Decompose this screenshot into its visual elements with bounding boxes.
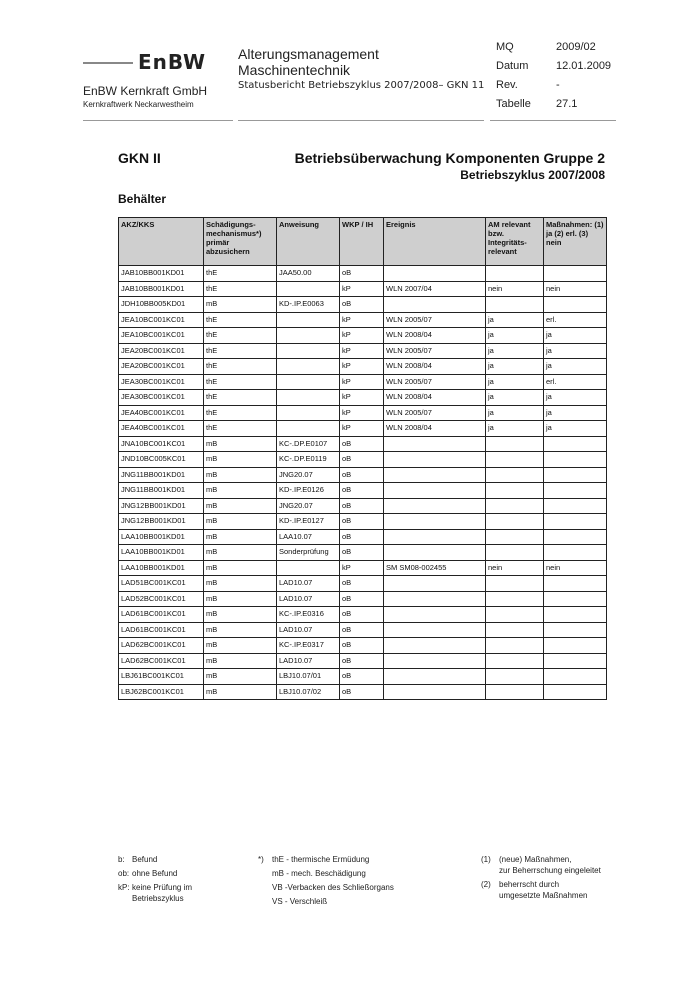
table-cell	[277, 312, 340, 328]
table-cell: JEA40BC001KC01	[119, 405, 204, 421]
header-divider	[490, 120, 616, 121]
table-cell: JEA20BC001KC01	[119, 343, 204, 359]
table-cell	[277, 359, 340, 375]
legend-text: thE - thermische Ermüdung	[272, 855, 370, 864]
table-cell: mB	[204, 498, 277, 514]
table-cell: kP	[340, 343, 384, 359]
table-cell	[544, 607, 607, 623]
table-cell	[544, 638, 607, 654]
table-row	[119, 405, 607, 421]
table-cell	[384, 607, 486, 623]
table-cell: ja	[544, 359, 607, 375]
legend-status	[118, 854, 192, 907]
table-cell	[384, 638, 486, 654]
table-cell	[544, 436, 607, 452]
table-cell: KC-.DP.E0107	[277, 436, 340, 452]
table-cell: JNG11BB001KD01	[119, 483, 204, 499]
table-cell: KD-.IP.E0063	[277, 297, 340, 313]
table-cell: oB	[340, 467, 384, 483]
table-cell	[544, 297, 607, 313]
table-cell: ja	[544, 421, 607, 437]
table-cell: oB	[340, 591, 384, 607]
table-row	[119, 297, 607, 313]
table-cell: nein	[544, 281, 607, 297]
table-cell: KC-.DP.E0119	[277, 452, 340, 468]
table-cell: oB	[340, 266, 384, 282]
table-row	[119, 359, 607, 375]
table-cell	[544, 452, 607, 468]
table-cell	[486, 266, 544, 282]
table-cell: ja	[486, 405, 544, 421]
legend-key: kP:	[118, 883, 130, 892]
table-cell: kP	[340, 359, 384, 375]
legend-item	[481, 879, 601, 901]
table-cell: oB	[340, 297, 384, 313]
table-cell: mB	[204, 622, 277, 638]
table-cell: oB	[340, 684, 384, 700]
meta-row-tabelle: Tabelle 27.1	[496, 98, 578, 110]
table-cell	[384, 684, 486, 700]
table-cell: LAD10.07	[277, 591, 340, 607]
table-cell: SM SM08-002455	[384, 560, 486, 576]
table-cell: mB	[204, 436, 277, 452]
table-cell: oB	[340, 653, 384, 669]
table-cell: WLN 2008/04	[384, 359, 486, 375]
legend-text: mB - mech. Beschädigung	[272, 869, 366, 878]
table-cell	[384, 529, 486, 545]
doc-title-line2: Maschinentechnik	[238, 62, 351, 78]
table-cell: LAD10.07	[277, 622, 340, 638]
table-cell: thE	[204, 374, 277, 390]
table-cell	[384, 436, 486, 452]
table-cell	[277, 405, 340, 421]
table-cell	[277, 390, 340, 406]
legend-key: (1)	[481, 855, 491, 864]
table-cell: JEA10BC001KC01	[119, 312, 204, 328]
table-cell: kP	[340, 421, 384, 437]
plant-name: Kernkraftwerk Neckarwestheim	[83, 100, 194, 109]
table-cell: mB	[204, 297, 277, 313]
table-cell	[486, 467, 544, 483]
table-cell	[384, 545, 486, 561]
table-cell: mB	[204, 514, 277, 530]
table-cell	[277, 281, 340, 297]
table-cell	[544, 653, 607, 669]
table-cell	[384, 514, 486, 530]
table-cell	[544, 514, 607, 530]
table-cell	[486, 529, 544, 545]
table-cell: WLN 2007/04	[384, 281, 486, 297]
table-cell	[384, 467, 486, 483]
table-cell: WLN 2005/07	[384, 343, 486, 359]
table-cell: erl.	[544, 312, 607, 328]
legend-text: VB -Verbacken des Schließorgans	[272, 883, 394, 892]
legend-item	[258, 896, 394, 907]
table-cell: WLN 2008/04	[384, 421, 486, 437]
table-cell	[486, 452, 544, 468]
table-cell: nein	[486, 281, 544, 297]
table-cell: JNG12BB001KD01	[119, 498, 204, 514]
table-cell	[384, 653, 486, 669]
table-cell: oB	[340, 545, 384, 561]
table-row	[119, 591, 607, 607]
header-event: Ereignis	[384, 218, 486, 266]
table-cell: mB	[204, 452, 277, 468]
table-cell: LBJ10.07/02	[277, 684, 340, 700]
table-row	[119, 281, 607, 297]
table-cell: WLN 2008/04	[384, 390, 486, 406]
legend-text: ohne Befund	[132, 869, 178, 878]
table-cell	[544, 622, 607, 638]
table-cell: kP	[340, 328, 384, 344]
table-cell: JEA10BC001KC01	[119, 328, 204, 344]
group-heading: Behälter	[118, 192, 167, 206]
table-cell: oB	[340, 622, 384, 638]
table-cell: nein	[544, 560, 607, 576]
table-row	[119, 452, 607, 468]
table-cell	[486, 297, 544, 313]
table-cell: JNG20.07	[277, 467, 340, 483]
header-divider	[83, 120, 233, 121]
table-cell: kP	[340, 405, 384, 421]
table-cell: oB	[340, 529, 384, 545]
table-cell	[544, 591, 607, 607]
table-cell	[384, 297, 486, 313]
table-cell: oB	[340, 514, 384, 530]
table-cell: oB	[340, 576, 384, 592]
table-cell	[277, 343, 340, 359]
table-cell	[277, 374, 340, 390]
legend-key: (2)	[481, 880, 491, 889]
table-cell: mB	[204, 529, 277, 545]
header-instruction: Anweisung	[277, 218, 340, 266]
table-cell	[486, 483, 544, 499]
legend-key: ob:	[118, 869, 130, 878]
table-cell: JEA20BC001KC01	[119, 359, 204, 375]
meta-row-mq: MQ 2009/02	[496, 41, 596, 53]
table-cell: JEA30BC001KC01	[119, 374, 204, 390]
table-cell: JAA50.00	[277, 266, 340, 282]
table-cell: kP	[340, 560, 384, 576]
table-cell: JNG12BB001KD01	[119, 514, 204, 530]
table-cell	[486, 653, 544, 669]
legend-item	[258, 854, 394, 865]
table-cell: mB	[204, 483, 277, 499]
header-divider	[238, 120, 484, 121]
table-cell	[486, 622, 544, 638]
table-row	[119, 374, 607, 390]
table-cell	[384, 483, 486, 499]
header-measures: Maßnahmen: (1) ja (2) erl. (3) nein	[544, 218, 607, 266]
table-cell: ja	[486, 421, 544, 437]
legend-item	[258, 868, 394, 879]
components-table	[118, 217, 607, 700]
table-cell	[384, 591, 486, 607]
table-row	[119, 669, 607, 685]
table-row	[119, 576, 607, 592]
table-cell: thE	[204, 328, 277, 344]
table-cell: mB	[204, 467, 277, 483]
meta-row-datum: Datum 12.01.2009	[496, 60, 612, 72]
legend-item	[118, 854, 192, 865]
table-cell	[486, 638, 544, 654]
table-cell: JDH10BB005KD01	[119, 297, 204, 313]
table-cell: LAD51BC001KC01	[119, 576, 204, 592]
table-row	[119, 436, 607, 452]
table-row	[119, 545, 607, 561]
table-cell: ja	[544, 390, 607, 406]
table-cell: oB	[340, 452, 384, 468]
section-cycle: Betriebszyklus 2007/2008	[460, 168, 605, 182]
table-cell: kP	[340, 312, 384, 328]
table-cell: mB	[204, 607, 277, 623]
section-title: Betriebsüberwachung Komponenten Gruppe 2	[294, 150, 605, 166]
table-cell: JND10BC005KC01	[119, 452, 204, 468]
table-cell: mB	[204, 545, 277, 561]
table-row	[119, 343, 607, 359]
table-cell: WLN 2005/07	[384, 405, 486, 421]
table-cell: JEA30BC001KC01	[119, 390, 204, 406]
legend-text: (neue) Maßnahmen, zur Beherrschung eingeleitet	[499, 855, 601, 875]
table-cell: ja	[486, 312, 544, 328]
table-cell	[544, 529, 607, 545]
table-cell: mB	[204, 638, 277, 654]
table-row	[119, 467, 607, 483]
table-cell: oB	[340, 669, 384, 685]
unit-label: GKN II	[118, 150, 161, 166]
legend-measures	[481, 854, 601, 904]
table-cell: mB	[204, 653, 277, 669]
table-cell: LAA10.07	[277, 529, 340, 545]
table-cell: WLN 2005/07	[384, 312, 486, 328]
table-cell: ja	[486, 328, 544, 344]
table-cell: oB	[340, 436, 384, 452]
table-cell: kP	[340, 390, 384, 406]
table-cell	[384, 669, 486, 685]
table-cell: LAD62BC001KC01	[119, 638, 204, 654]
table-cell: LAA10BB001KD01	[119, 545, 204, 561]
table-cell: mB	[204, 560, 277, 576]
table-cell	[486, 514, 544, 530]
table-cell	[277, 560, 340, 576]
table-row	[119, 684, 607, 700]
table-cell: oB	[340, 638, 384, 654]
table-cell: nein	[486, 560, 544, 576]
table-row	[119, 328, 607, 344]
legend-item	[481, 854, 601, 876]
table-cell: mB	[204, 669, 277, 685]
legend-item	[118, 882, 192, 904]
table-cell: ja	[486, 390, 544, 406]
table-cell: WLN 2008/04	[384, 328, 486, 344]
table-header-row	[119, 218, 607, 266]
table-cell: mB	[204, 591, 277, 607]
table-row	[119, 638, 607, 654]
legend-item	[118, 868, 192, 879]
table-cell: kP	[340, 374, 384, 390]
table-cell: ja	[486, 359, 544, 375]
table-cell: thE	[204, 359, 277, 375]
table-cell	[544, 545, 607, 561]
table-cell: LBJ10.07/01	[277, 669, 340, 685]
table-cell: LAD61BC001KC01	[119, 607, 204, 623]
table-cell: kP	[340, 281, 384, 297]
table-cell: oB	[340, 483, 384, 499]
table-row	[119, 622, 607, 638]
table-cell: LAA10BB001KD01	[119, 560, 204, 576]
legend-key: *)	[258, 855, 264, 864]
header-akz: AKZ/KKS	[119, 218, 204, 266]
table-cell	[544, 669, 607, 685]
table-cell: thE	[204, 390, 277, 406]
meta-row-rev: Rev. -	[496, 79, 560, 91]
table-row	[119, 607, 607, 623]
table-cell: thE	[204, 343, 277, 359]
legend-mechanisms	[258, 854, 394, 910]
table-cell	[544, 498, 607, 514]
table-cell: JEA40BC001KC01	[119, 421, 204, 437]
table-cell: thE	[204, 421, 277, 437]
table-cell	[384, 622, 486, 638]
table-cell: LAD62BC001KC01	[119, 653, 204, 669]
table-cell	[277, 421, 340, 437]
header-mechanism: Schädigungs-mechanismus*) primär abzusichern	[204, 218, 277, 266]
table-cell	[384, 498, 486, 514]
table-row	[119, 312, 607, 328]
table-cell: mB	[204, 684, 277, 700]
table-cell: WLN 2005/07	[384, 374, 486, 390]
table-cell: JAB10BB001KD01	[119, 266, 204, 282]
table-cell	[384, 576, 486, 592]
table-cell	[486, 669, 544, 685]
table-cell	[544, 684, 607, 700]
table-cell: KD-.IP.E0126	[277, 483, 340, 499]
table-row	[119, 498, 607, 514]
table-row	[119, 421, 607, 437]
table-cell	[544, 576, 607, 592]
logo-line	[83, 62, 133, 64]
legend-item	[258, 882, 394, 893]
table-cell: LAD10.07	[277, 653, 340, 669]
table-row	[119, 483, 607, 499]
table-cell	[486, 607, 544, 623]
table-cell: KC-.IP.E0317	[277, 638, 340, 654]
table-cell: KC-.IP.E0316	[277, 607, 340, 623]
table-cell: JNG20.07	[277, 498, 340, 514]
table-cell	[486, 545, 544, 561]
table-row	[119, 266, 607, 282]
legend-text: Befund	[132, 855, 158, 864]
legend-text: beherrscht durch umgesetzte Maßnahmen	[499, 880, 588, 900]
table-cell: JNA10BC001KC01	[119, 436, 204, 452]
header-am-relevant: AM relevant bzw. Integritäts-relevant	[486, 218, 544, 266]
table-row	[119, 529, 607, 545]
table-cell	[384, 452, 486, 468]
table-cell: mB	[204, 576, 277, 592]
doc-title-line1: Alterungsmanagement	[238, 46, 379, 62]
header-wkp: WKP / IH	[340, 218, 384, 266]
table-cell	[486, 684, 544, 700]
table-cell: ja	[544, 328, 607, 344]
table-row	[119, 514, 607, 530]
table-cell: LAD52BC001KC01	[119, 591, 204, 607]
legend-text: VS - Verschleiß	[272, 897, 328, 906]
table-row	[119, 653, 607, 669]
table-cell	[544, 467, 607, 483]
table-cell: ja	[544, 343, 607, 359]
table-cell: ja	[486, 374, 544, 390]
table-cell: ja	[544, 405, 607, 421]
table-cell: oB	[340, 498, 384, 514]
table-cell	[544, 483, 607, 499]
table-cell: JAB10BB001KD01	[119, 281, 204, 297]
table-cell: LBJ62BC001KC01	[119, 684, 204, 700]
legend-text: keine Prüfung im Betriebszyklus	[132, 883, 193, 903]
table-cell	[486, 591, 544, 607]
table-cell: LAD10.07	[277, 576, 340, 592]
table-cell	[384, 266, 486, 282]
table-cell	[544, 266, 607, 282]
table-cell: thE	[204, 281, 277, 297]
table-cell: KD-.IP.E0127	[277, 514, 340, 530]
enbw-logo: EnBW	[138, 50, 207, 74]
table-cell: JNG11BB001KD01	[119, 467, 204, 483]
table-cell: thE	[204, 266, 277, 282]
table-cell: thE	[204, 312, 277, 328]
table-row	[119, 390, 607, 406]
table-cell	[486, 576, 544, 592]
table-cell: LAD61BC001KC01	[119, 622, 204, 638]
table-cell: erl.	[544, 374, 607, 390]
doc-subtitle: Statusbericht Betriebszyklus 2007/2008– GKN 11	[238, 80, 485, 91]
table-cell: thE	[204, 405, 277, 421]
table-cell: ja	[486, 343, 544, 359]
table-cell: Sonderprüfung	[277, 545, 340, 561]
table-cell	[277, 328, 340, 344]
table-row	[119, 560, 607, 576]
table-cell	[486, 436, 544, 452]
doc-meta	[496, 41, 616, 117]
legend-key: b:	[118, 855, 125, 864]
table-cell: oB	[340, 607, 384, 623]
table-cell	[486, 498, 544, 514]
table-cell: LBJ61BC001KC01	[119, 669, 204, 685]
table-cell: LAA10BB001KD01	[119, 529, 204, 545]
company-name: EnBW Kernkraft GmbH	[83, 84, 208, 98]
